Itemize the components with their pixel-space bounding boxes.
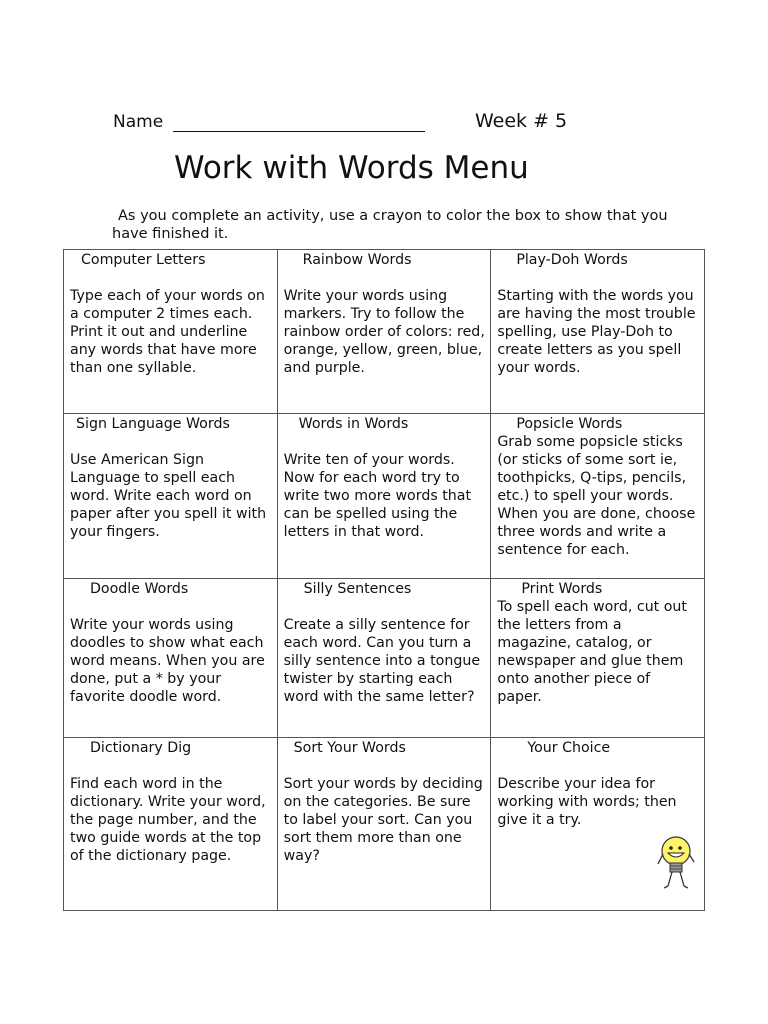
activity-title: Rainbow Words [302, 252, 412, 268]
activity-description: Grab some popsicle sticks (or sticks of some sort ie, toothpicks, Q-tips, pencils, etc.) to spell your words. When you are done, choose three words and write a sentence for each. [497, 434, 696, 558]
activity-title: Words in Words [298, 416, 409, 432]
week-number: Week # 5 [475, 110, 568, 132]
activity-title: Sign Language Words [76, 416, 230, 432]
instructions: As you complete an activity, use a crayon to color the box to show that you have finished it. [112, 208, 668, 242]
activity-cell-words-in-words [277, 414, 491, 579]
activity-description: Write ten of your words. Now for each word try to write two more words that can be spelled using the letters in that word. [283, 452, 472, 540]
activity-cell-sign-language-words [64, 414, 278, 579]
activity-title: Silly Sentences [303, 581, 412, 597]
activity-cell-computer-letters [64, 250, 278, 414]
activity-cell-popsicle-words [491, 414, 705, 579]
activity-title: Doodle Words [90, 581, 189, 597]
activity-description: Find each word in the dictionary. Write your word, the page number, and the two guide words at the top of the dictionary page. [70, 776, 266, 864]
activity-description: Starting with the words you are having the most trouble spelling, use Play-Doh to create letters as you spell your words. [497, 288, 696, 376]
activity-cell-sort-your-words [277, 738, 491, 911]
name-label: Name [113, 112, 164, 132]
activity-cell-play-doh-words [491, 250, 705, 414]
activity-title: Sort Your Words [293, 740, 406, 756]
activity-description: Write your words using doodles to show what each word means. When you are done, put a * by your favorite doodle word. [70, 617, 265, 705]
name-blank-line[interactable] [173, 113, 425, 132]
activity-description: Sort your words by deciding on the categories. Be sure to label your sort. Can you sort them more than one way? [283, 776, 483, 864]
activity-title: Play-Doh Words [516, 252, 628, 268]
activity-title: Computer Letters [81, 252, 206, 268]
activity-cell-print-words [491, 579, 705, 738]
activity-menu-grid [63, 249, 705, 911]
activity-cell-doodle-words [64, 579, 278, 738]
activity-description: Create a silly sentence for each word. Can you turn a silly sentence into a tongue twister by starting each word with the same letter? [283, 617, 481, 705]
activity-description: Use American Sign Language to spell each word. Write each word on paper after you spell it with your fingers. [70, 452, 267, 540]
activity-title: Popsicle Words [516, 416, 623, 432]
page-title: Work with Words Menu [174, 150, 529, 186]
activity-title: Your Choice [527, 740, 611, 756]
activity-description: Write your words using markers. Try to follow the rainbow order of colors: red, orange, yellow, green, blue, and purple. [283, 288, 485, 376]
activity-description: To spell each word, cut out the letters from a magazine, catalog, or newspaper and glue them onto another piece of paper. [497, 599, 687, 705]
activity-cell-dictionary-dig [64, 738, 278, 911]
activity-title: Print Words [521, 581, 603, 597]
name-field [113, 112, 425, 132]
lightbulb-character-icon [656, 834, 696, 894]
activity-description: Type each of your words on a computer 2 times each. Print it out and underline any words that have more than one syllable. [70, 288, 265, 376]
activity-description: Describe your idea for working with words; then give it a try. [497, 776, 677, 828]
activity-cell-rainbow-words [277, 250, 491, 414]
activity-cell-your-choice [491, 738, 705, 911]
activity-cell-silly-sentences [277, 579, 491, 738]
activity-title: Dictionary Dig [90, 740, 192, 756]
